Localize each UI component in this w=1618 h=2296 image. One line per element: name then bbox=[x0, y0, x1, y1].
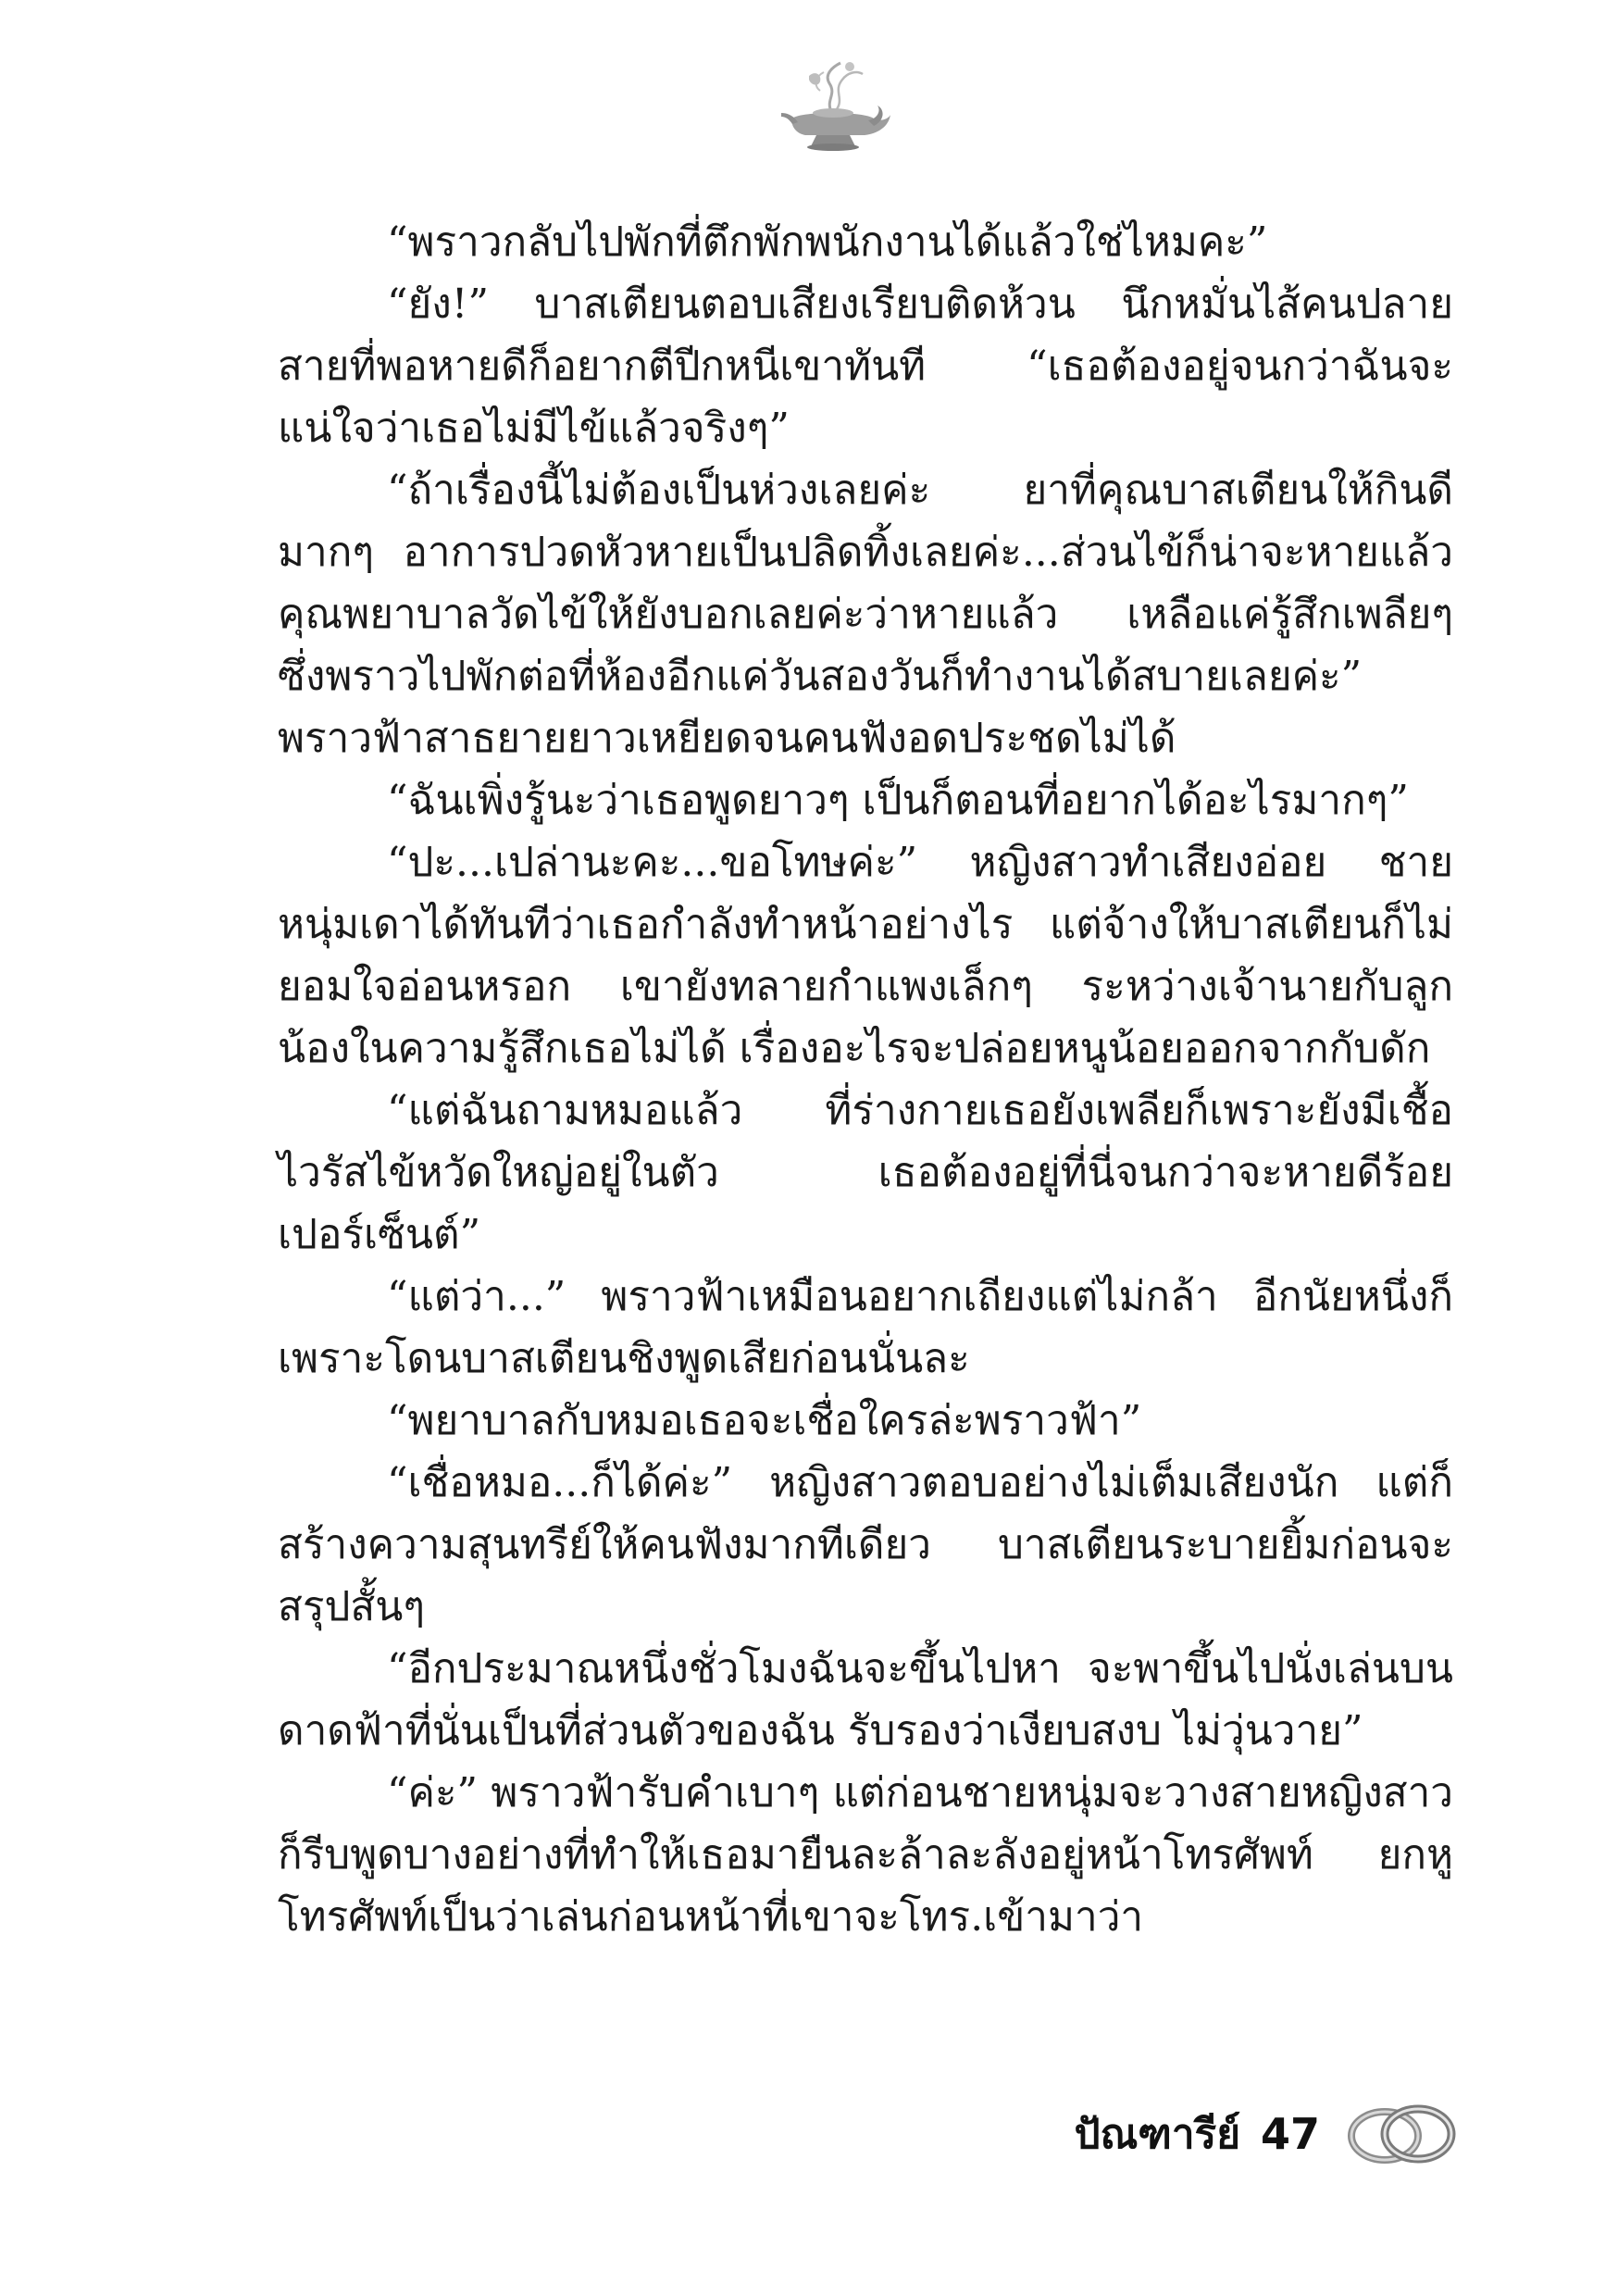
author-name: ปัณฑารีย์ bbox=[1074, 2111, 1240, 2158]
paragraph: “ยัง!” บาสเตียนตอบเสียงเรียบติดห้วน นึกหมั่นไส้คนปลายสายที่พอหายดีก็อยากตีปีกหนีเขาทันที “เธอต้องอยู่จนกว่าฉันจะแน่ใจว่าเธอไม่มีไข้แล้วจริงๆ” bbox=[278, 281, 1453, 452]
paragraph: “พยาบาลกับหมอเธอจะเชื่อใครล่ะพราวฟ้า” bbox=[387, 1397, 1142, 1444]
paragraph: “พราวกลับไปพักที่ตึกพักพนักงานได้แล้วใช่ไหมคะ” bbox=[387, 218, 1268, 266]
page-footer bbox=[1075, 2097, 1461, 2171]
paragraph: “อีกประมาณหนึ่งชั่วโมงฉันจะขึ้นไปหา จะพาขึ้นไปนั่งเล่นบนดาดฟ้าที่นั่นเป็นที่ส่วนตัวของฉัน รับรองว่าเงียบสงบ ไม่วุ่นวาย” bbox=[278, 1645, 1453, 1754]
paragraph: “แต่ฉันถามหมอแล้ว ที่ร่างกายเธอยังเพลียก็เพราะยังมีเชื้อไวรัสไข้หวัดใหญ่อยู่ในตัว เธอต้องอยู่ที่นี่จนกว่าจะหายดีร้อยเปอร์เซ็นต์” bbox=[278, 1087, 1453, 1258]
paragraph: “ถ้าเรื่องนี้ไม่ต้องเป็นห่วงเลยค่ะ ยาที่คุณบาสเตียนให้กินดีมากๆ อาการปวดหัวหายเป็นปลิดทิ้งเลยค่ะ...ส่วนไข้ก็น่าจะหายแล้ว คุณพยาบาลวัดไข้ให้ยังบอกเลยค่ะว่าหายแล้ว เหลือแค่รู้สึกเพลียๆ ซึ่งพราวไปพักต่อที่ห้องอีกแค่วันสองวันก็ทำงานได้สบายเลยค่ะ” พราวฟ้าสาธยายยาวเหยียดจนคนฟังอดประชดไม่ได้ bbox=[278, 467, 1453, 762]
page-number: 47 bbox=[1260, 2109, 1320, 2159]
paragraph: “แต่ว่า...” พราวฟ้าเหมือนอยากเถียงแต่ไม่กล้า อีกนัยหนึ่งก็เพราะโดนบาสเตียนชิงพูดเสียก่อนนั่นละ bbox=[278, 1273, 1453, 1382]
wedding-rings-icon bbox=[1340, 2097, 1461, 2171]
paragraph: “เชื่อหมอ...ก็ได้ค่ะ” หญิงสาวตอบอย่างไม่เต็มเสียงนัก แต่ก็สร้างความสุนทรีย์ให้คนฟังมากทีเดียว บาสเตียนระบายยิ้มก่อนจะสรุปสั้นๆ bbox=[278, 1459, 1453, 1630]
paragraph: “ค่ะ” พราวฟ้ารับคำเบาๆ แต่ก่อนชายหนุ่มจะวางสายหญิงสาวก็รีบพูดบางอย่างที่ทำให้เธอมายืนละล้าละลังอยู่หน้าโทรศัพท์ ยกหูโทรศัพท์เป็นว่าเล่นก่อนหน้าที่เขาจะโทร.เข้ามาว่า bbox=[278, 1769, 1453, 1940]
paragraph: “ฉันเพิ่งรู้นะว่าเธอพูดยาวๆ เป็นก็ตอนที่อยากได้อะไรมากๆ” bbox=[387, 777, 1409, 824]
body-text bbox=[278, 211, 1453, 1948]
paragraph: “ปะ...เปล่านะคะ...ขอโทษค่ะ” หญิงสาวทำเสียงอ่อย ชายหนุ่มเดาได้ทันทีว่าเธอกำลังทำหน้าอย่างไร แต่จ้างให้บาสเตียนก็ไม่ยอมใจอ่อนหรอก เขายังทลายกำแพงเล็กๆ ระหว่างเจ้านายกับลูกน้องในความรู้สึกเธอไม่ได้ เรื่องอะไรจะปล่อยหนูน้อยออกจากกับดัก bbox=[278, 839, 1453, 1072]
magic-lamp-icon bbox=[772, 54, 892, 156]
